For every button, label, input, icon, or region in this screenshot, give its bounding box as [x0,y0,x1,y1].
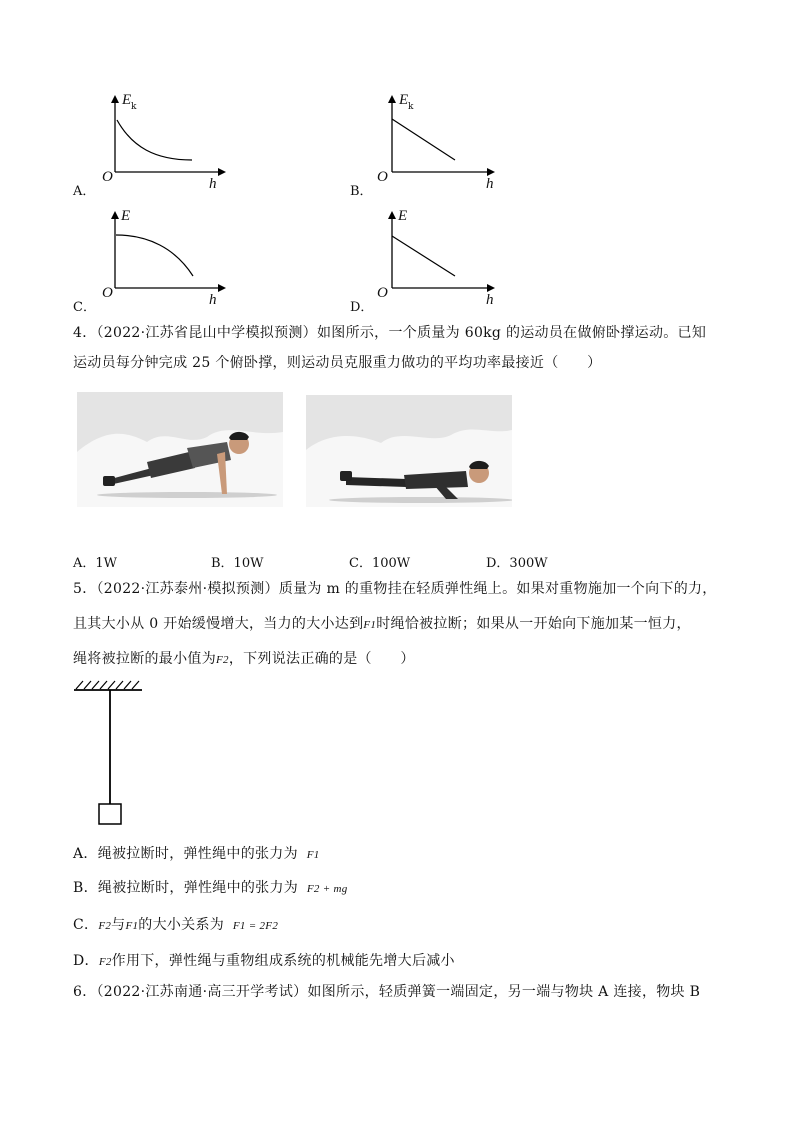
q5-option-d-prefix: D． [73,953,99,969]
graph-d-label: D． [350,300,374,315]
graph-a-xlabel: h [209,176,217,192]
q4-line-1: 4．（2022·江苏省昆山中学模拟预测）如图所示，一个质量为 60kg 的运动员在做俯卧撑运动。已知 [73,325,707,341]
q5-option-b[interactable] [73,878,348,899]
q4-choice-c[interactable]: C．100W [349,556,411,571]
q4-choice-b[interactable]: B．10W [211,556,264,571]
q5-line-1: 5．（2022·江苏泰州·模拟预测）质量为 m 的重物挂在轻质弹性绳上。如果对重物施加一个向下的力， [73,581,717,597]
graph-a-ylabel: E [122,92,132,108]
graph-d-origin: O [377,285,388,301]
q5-option-d-tail: 作用下，弹性绳与重物组成系统的机械能先增大后减小 [111,953,455,969]
graph-d-ylabel: E [398,208,408,224]
q5-line-2-part-b: 时绳恰被拉断；如果从一开始向下施加某一恒力， [376,616,691,632]
q5-option-c-math: F1 = 2F2 [232,920,279,932]
q5-option-c-mid: 与 [111,917,126,933]
q6-line-1: 6．（2022·江苏南通·高三开学考试）如图所示，轻质弹簧一端固定，另一端与物块 A 连接，物块 B [73,984,701,1000]
q5-line-2-part-a: 且其大小从 0 开始缓慢增大，当力的大小达到 [73,616,364,632]
graph-b-origin: O [377,169,388,185]
q5-option-c-prefix: C． [73,917,99,933]
pushup-figure-up [77,392,283,507]
pushup-photo-down [306,395,512,507]
hanging-weight-diagram [70,676,160,831]
q5-f2-symbol: F2 [216,654,229,666]
q4-line-2: 运动员每分钟完成 25 个俯卧撑，则运动员克服重力做功的平均功率最接近（ ） [73,355,602,371]
q5-option-d-f2: F2 [98,956,112,968]
graph-b-label: B． [350,184,373,199]
q5-option-c[interactable] [73,915,278,936]
q4-choice-d[interactable]: D．300W [486,556,548,571]
hanging-weight-svg [70,676,160,831]
graph-b-ylabel: E [399,92,409,108]
q4-choice-a[interactable]: A．1W [73,556,118,571]
graph-a-ysub: k [131,102,137,112]
q5-option-d[interactable] [73,951,455,972]
q5-option-a[interactable] [73,844,320,865]
graph-c-origin: O [102,285,113,301]
q5-option-c-f2: F2 [98,920,112,932]
graph-b-xlabel: h [486,176,494,192]
graph-a-origin: O [102,169,113,185]
graph-c-ylabel: E [121,208,131,224]
q5-option-b-math: F2 + mg [306,883,348,895]
graph-c-xlabel: h [209,292,217,308]
pushup-figure-down [306,395,512,507]
q5-option-a-math: F1 [306,849,320,861]
q5-option-b-text: B．绳被拉断时，弹性绳中的张力为 [73,880,299,896]
q5-line-2 [73,614,691,635]
q5-option-c-f1: F1 [125,920,139,932]
q5-option-a-text: A．绳被拉断时，弹性绳中的张力为 [73,846,298,862]
q5-line-3-part-b: ，下列说法正确的是（ ） [228,651,415,667]
q5-option-c-tail: 的大小关系为 [138,917,225,933]
q5-f1-symbol: F1 [363,619,377,631]
graph-d-xlabel: h [486,292,494,308]
q5-line-3 [73,649,415,670]
q5-line-3-part-a: 绳将被拉断的最小值为 [73,651,216,667]
graph-a-label: A． [73,184,96,199]
pushup-photo-up [77,392,283,507]
graph-c-label: C． [73,300,96,315]
graph-b-ysub: k [408,102,414,112]
